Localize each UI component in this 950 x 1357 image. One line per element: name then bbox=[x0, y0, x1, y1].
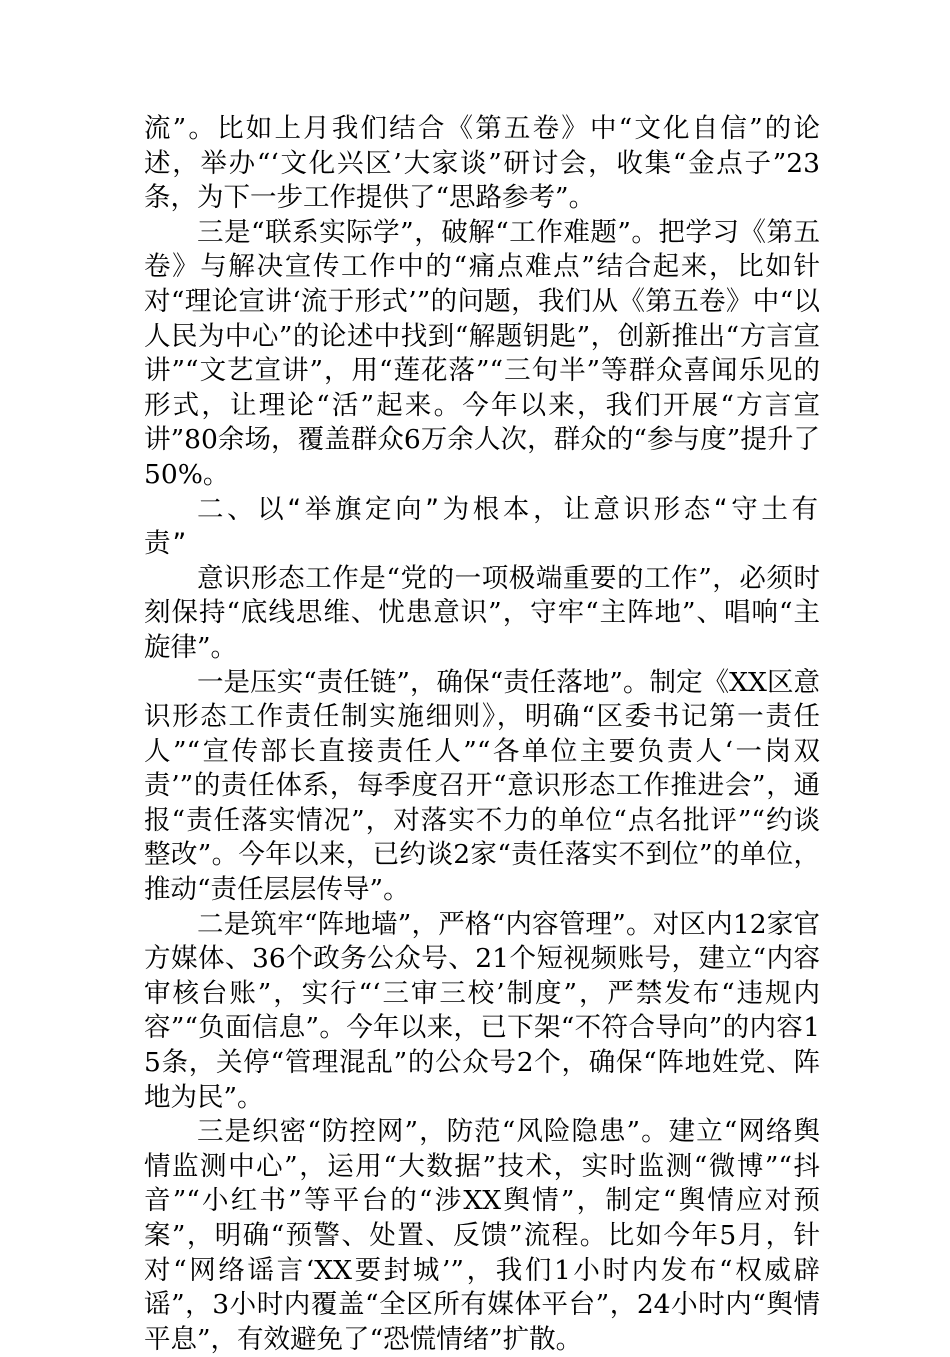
paragraph-responsibility-chain: 一是压实“责任链”，确保“责任落地”。制定《XX区意识形态工作责任制实施细则》，明确“区委书记第一责任人”“宣传部长直接责任人”“各单位主要负责人‘一岗双责’”的责任体系，每季度召开“意识形态工作推进会”，通报“责任落实情况”，对落实不力的单位“点名批评”“约谈整改”。今年以来，已约谈2家“责任落实不到位”的单位，推动“责任层层传导”。 bbox=[144, 666, 820, 906]
paragraph-linking-practice: 三是“联系实际学”，破解“工作难题”。把学习《第五卷》与解决宣传工作中的“痛点难点”结合起来，比如针对“理论宣讲‘流于形式’”的问题，我们从《第五卷》中“以人民为中心”的论述中找到“解题钥匙”，创新推出“方言宣讲”“文艺宣讲”，用“莲花落”“三句半”等群众喜闻乐见的形式，让理论“活”起来。今年以来，我们开展“方言宣讲”80余场，覆盖群众6万余人次，群众的“参与度”提升了50%。 bbox=[144, 216, 820, 490]
section-heading-two: 二、以“举旗定向”为根本，让意识形态“守土有责” bbox=[144, 493, 820, 560]
paragraph-continued: 流”。比如上月我们结合《第五卷》中“文化自信”的论述，举办“‘文化兴区’大家谈”研讨会，收集“金点子”23条，为下一步工作提供了“思路参考”。 bbox=[144, 113, 820, 214]
paragraph-prevention-network: 三是织密“防控网”，防范“风险隐患”。建立“网络舆情监测中心”，运用“大数据”技术，实时监测“微博”“抖音”“小红书”等平台的“涉XX舆情”，制定“舆情应对预案”，明确“预警、处置、反馈”流程。比如今年5月，针对“网络谣言‘XX要封城’”，我们1小时内发布“权威辟谣”，3小时内覆盖“全区所有媒体平台”，24小时内“舆情平息”，有效避免了“恐慌情绪”扩散。 bbox=[144, 1116, 820, 1355]
paragraph-position-wall: 二是筑牢“阵地墙”，严格“内容管理”。对区内12家官方媒体、36个政务公众号、21个短视频账号，建立“内容审核台账”，实行“‘三审三校’制度”，严禁发布“违规内容”“负面信息”。今年以来，已下架“不符合导向”的内容15条，关停“管理混乱”的公众号2个，确保“阵地姓党、阵地为民”。 bbox=[144, 908, 820, 1113]
paragraph-ideology-intro: 意识形态工作是“党的一项极端重要的工作”，必须时刻保持“底线思维、忧患意识”，守牢“主阵地”、唱响“主旋律”。 bbox=[144, 562, 820, 663]
document-body bbox=[144, 112, 820, 1357]
